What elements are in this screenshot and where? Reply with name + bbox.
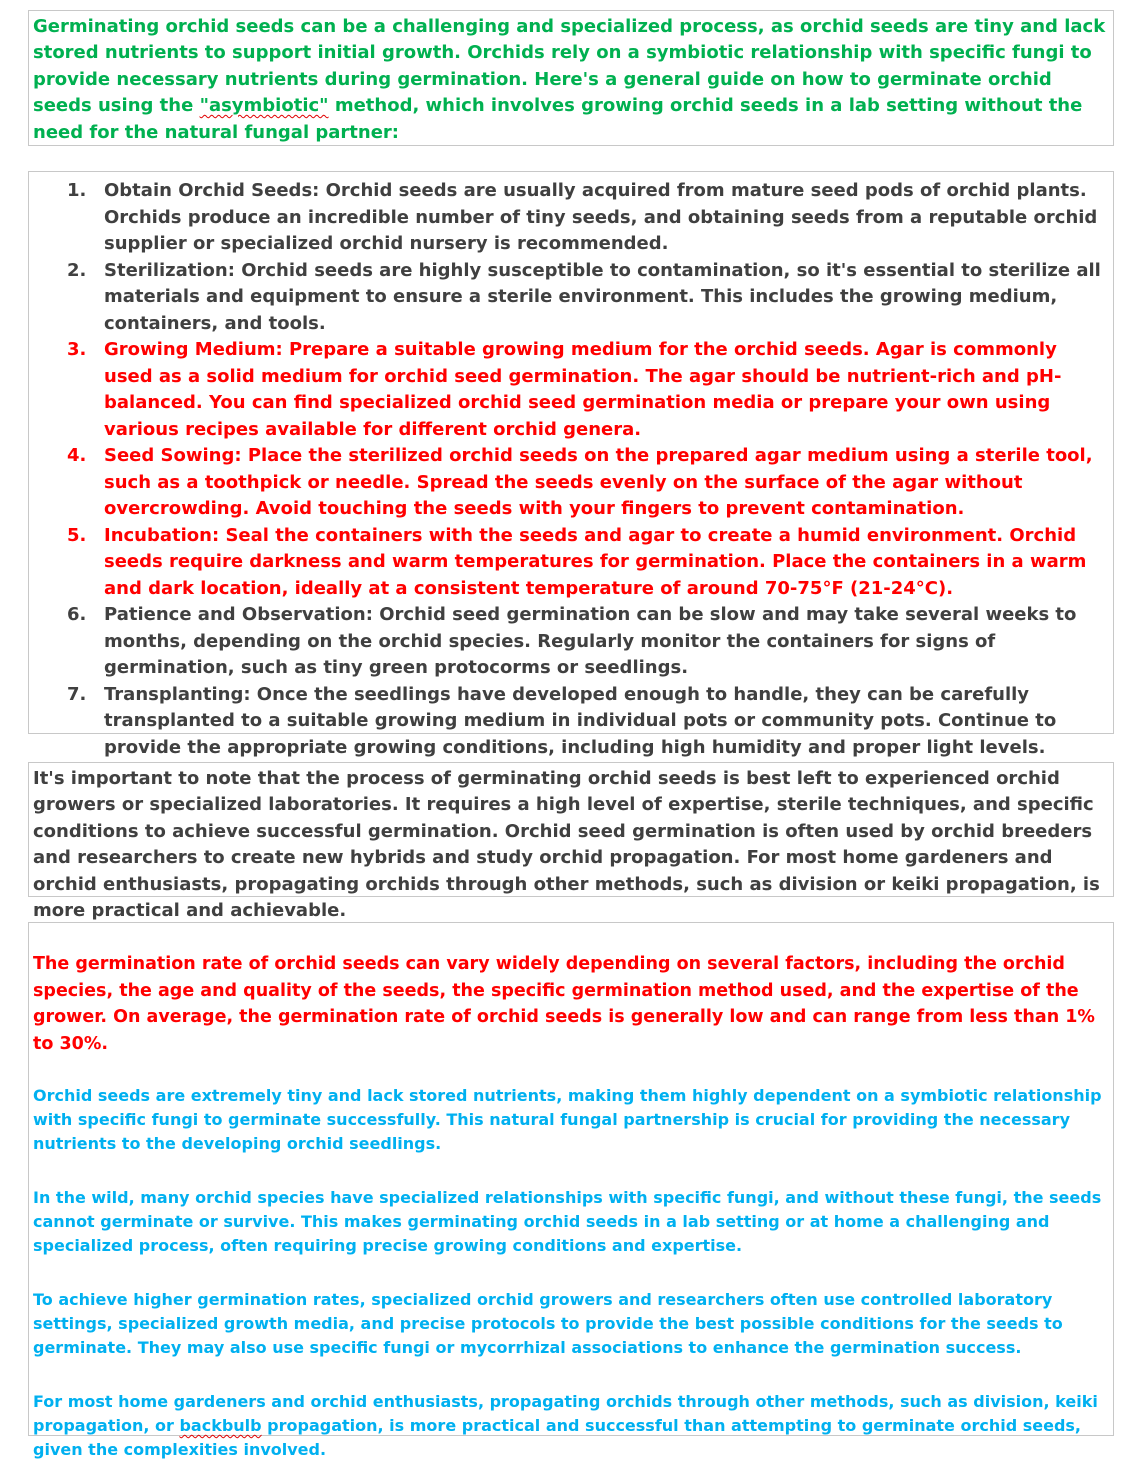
intro-section [28, 10, 1114, 146]
step-item-5 [29, 523, 1113, 603]
step-text: Growing Medium: Prepare a suitable growing medium for the orchid seeds. Agar is commonly used as a solid medium for orchid seed germination. The agar should be nutrient-rich and pH-balanced. You can find specialized orchid seed germination media or prepare your own using various recipes available for different orchid genera. [104, 339, 1062, 440]
spellcheck-flagged-word[interactable]: backbulb [179, 1416, 262, 1435]
steps-section [28, 171, 1114, 758]
step-text: Obtain Orchid Seeds: Orchid seeds are usually acquired from mature seed pods of orchid plants. Orchids produce an incredible number of tiny seeds, and obtaining seeds from a reputable orchid supplier or specialized orchid nursery is recommended. [104, 180, 1098, 254]
intro-text-after: method, which involves growing orchid seeds in a lab setting without the need for the natural fungal partner: [33, 95, 1083, 143]
fungi-paragraph: Orchid seeds are extremely tiny and lack stored nutrients, making them highly dependent on a symbiotic relationship with specific fungi to germinate successfully. This natural fungal partnership is crucial for providing the necessary nutrients to the developing orchid seedlings. [33, 1086, 1102, 1153]
step-text: Incubation: Seal the containers with the seeds and agar to create a humid environment. Orchid seeds require darkness and warm temperatures for germination. Place the containers in a warm and dark location, ideally at a consistent temperature of around 70-75°F (21-24°C). [104, 524, 1087, 599]
step-number: 4. [67, 445, 87, 466]
step-number: 1. [67, 180, 87, 201]
step-number: 7. [67, 683, 87, 705]
step-item-3 [29, 337, 1113, 443]
note-paragraph: It's important to note that the process of germinating orchid seeds is best left to experienced orchid growers or specialized laboratories. It requires a high level of expertise, sterile techniques, and specific conditions to achieve successful germination. Orchid seed germination is often used by orchid breeders and researchers to create new hybrids and study orchid propagation. For most home gardeners and orchid enthusiasts, propagating orchids through other methods, such as division or keiki propagation, is more practical and achievable. [33, 768, 1100, 922]
intro-paragraph [33, 14, 1109, 146]
home-gardeners-paragraph [33, 1390, 1109, 1462]
step-number: 5. [67, 524, 87, 546]
germination-rate-paragraph: The germination rate of orchid seeds can vary widely depending on several factors, including the orchid species, the age and quality of the seeds, the specific germination method used, and the expertise of the grower. On average, the germination rate of orchid seeds is generally low and can range from less than 1% to 30%. [33, 954, 1095, 1054]
spellcheck-flagged-word[interactable]: "asymbiotic" [199, 95, 329, 117]
step-number: 6. [67, 604, 87, 625]
germination-rate-section [28, 922, 1114, 1459]
home-gardeners-text-before: For most home gardeners and orchid enthusiasts, propagating orchids through other methods, such as division, keiki propagation, or [33, 1392, 1098, 1435]
step-text: Patience and Observation: Orchid seed germination can be slow and may take several weeks to months, depending on the orchid species. Regularly monitor the containers for signs of germination, such as tiny green protocorms or seedlings. [104, 604, 1077, 678]
step-item-2 [29, 258, 1113, 338]
step-item-4 [29, 443, 1113, 523]
step-text: Transplanting: Once the seedlings have developed enough to handle, they can be carefully transplanted to a suitable growing medium in individual pots or community pots. Continue to provide the appropriate growing conditions, including high humidity and proper light levels. [104, 683, 1057, 758]
step-item-7 [29, 682, 1113, 762]
wild-orchids-paragraph: In the wild, many orchid species have specialized relationships with specific fungi, and without these fungi, the seeds cannot germinate or survive. This makes germinating orchid seeds in a lab setting or at home a challenging and specialized process, often requiring precise growing conditions and expertise. [33, 1188, 1102, 1255]
step-item-1 [29, 178, 1113, 258]
step-number: 3. [67, 339, 87, 360]
step-text: Seed Sowing: Place the sterilized orchid seeds on the prepared agar medium using a sterile tool, such as a toothpick or needle. Spread the seeds evenly on the surface of the agar without overcrowding. Avoid touching the seeds with your fingers to prevent contamination. [104, 445, 1093, 519]
note-section [28, 762, 1114, 922]
home-gardeners-text-after: propagation, is more practical and successful than attempting to germinate orchid seeds, given the complexities involved. [33, 1416, 1082, 1459]
higher-rates-paragraph: To achieve higher germination rates, specialized orchid growers and researchers often use controlled laboratory settings, specialized growth media, and precise protocols to provide the best possible conditions for the seeds to germinate. They may also use specific fungi or mycorrhizal associations to enhance the germination success. [33, 1290, 1063, 1357]
steps-list [29, 178, 1113, 761]
step-number: 2. [67, 259, 87, 281]
step-text: Sterilization: Orchid seeds are highly susceptible to contamination, so it's essential to sterilize all materials and equipment to ensure a sterile environment. This includes the growing medium, containers, and tools. [104, 259, 1101, 334]
step-item-6 [29, 602, 1113, 682]
intro-text-before: Germinating orchid seeds can be a challenging and specialized process, as orchid seeds are tiny and lack stored nutrients to support initial growth. Orchids rely on a symbiotic relationship with specific fungi to provide necessary nutrients during germination. Here's a general guide on how to germinate orchid seeds using the [33, 16, 1106, 117]
